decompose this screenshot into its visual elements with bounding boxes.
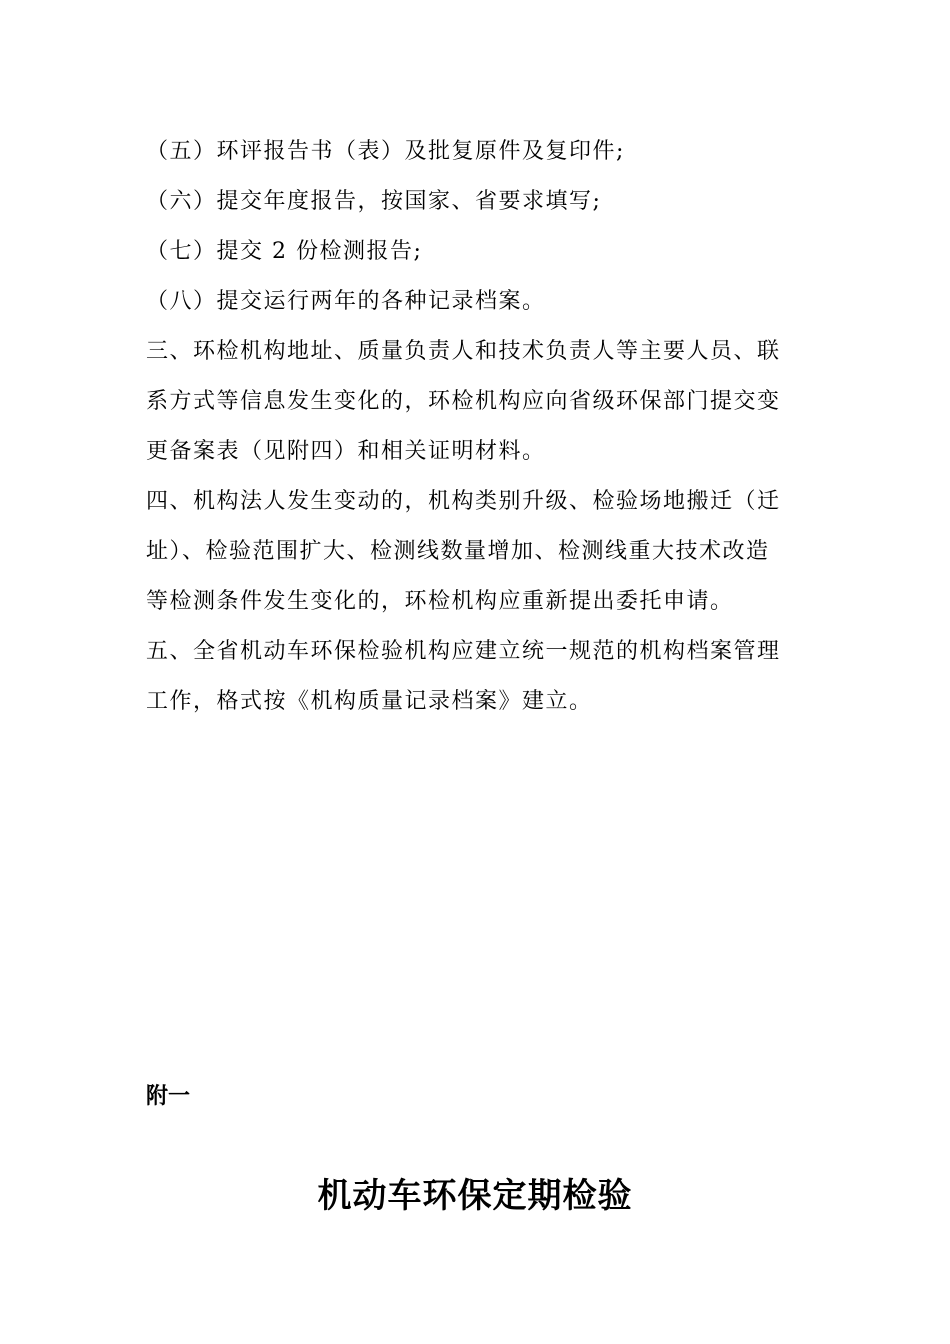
section-4-line-1: 四、机构法人发生变动的，机构类别升级、检验场地搬迁（迁 xyxy=(146,489,781,514)
section-3-line-1: 三、环检机构地址、质量负责人和技术负责人等主要人员、联 xyxy=(146,339,781,364)
section-4-line-2: 址）、检验范围扩大、检测线数量增加、检测线重大技术改造 xyxy=(146,539,770,564)
section-4-line-3: 等检测条件发生变化的，环检机构应重新提出委托申请。 xyxy=(146,589,734,614)
appendix-title: 机动车环保定期检验 xyxy=(317,1176,633,1216)
section-5-line-1: 五、全省机动车环保检验机构应建立统一规范的机构档案管理 xyxy=(146,639,781,664)
section-3-line-2: 系方式等信息发生变化的，环检机构应向省级环保部门提交变 xyxy=(146,389,781,414)
appendix-label: 附一 xyxy=(146,1084,191,1109)
item-5-line: （五）环评报告书（表）及批复原件及复印件; xyxy=(146,139,625,164)
item-6-line: （六）提交年度报告，按国家、省要求填写; xyxy=(146,189,602,214)
item-8-line: （八）提交运行两年的各种记录档案。 xyxy=(146,289,546,314)
section-5-line-2: 工作，格式按《机构质量记录档案》建立。 xyxy=(146,689,593,714)
section-3-line-3: 更备案表（见附四）和相关证明材料。 xyxy=(146,439,546,464)
item-7-line: （七）提交 2 份检测报告; xyxy=(146,239,423,264)
